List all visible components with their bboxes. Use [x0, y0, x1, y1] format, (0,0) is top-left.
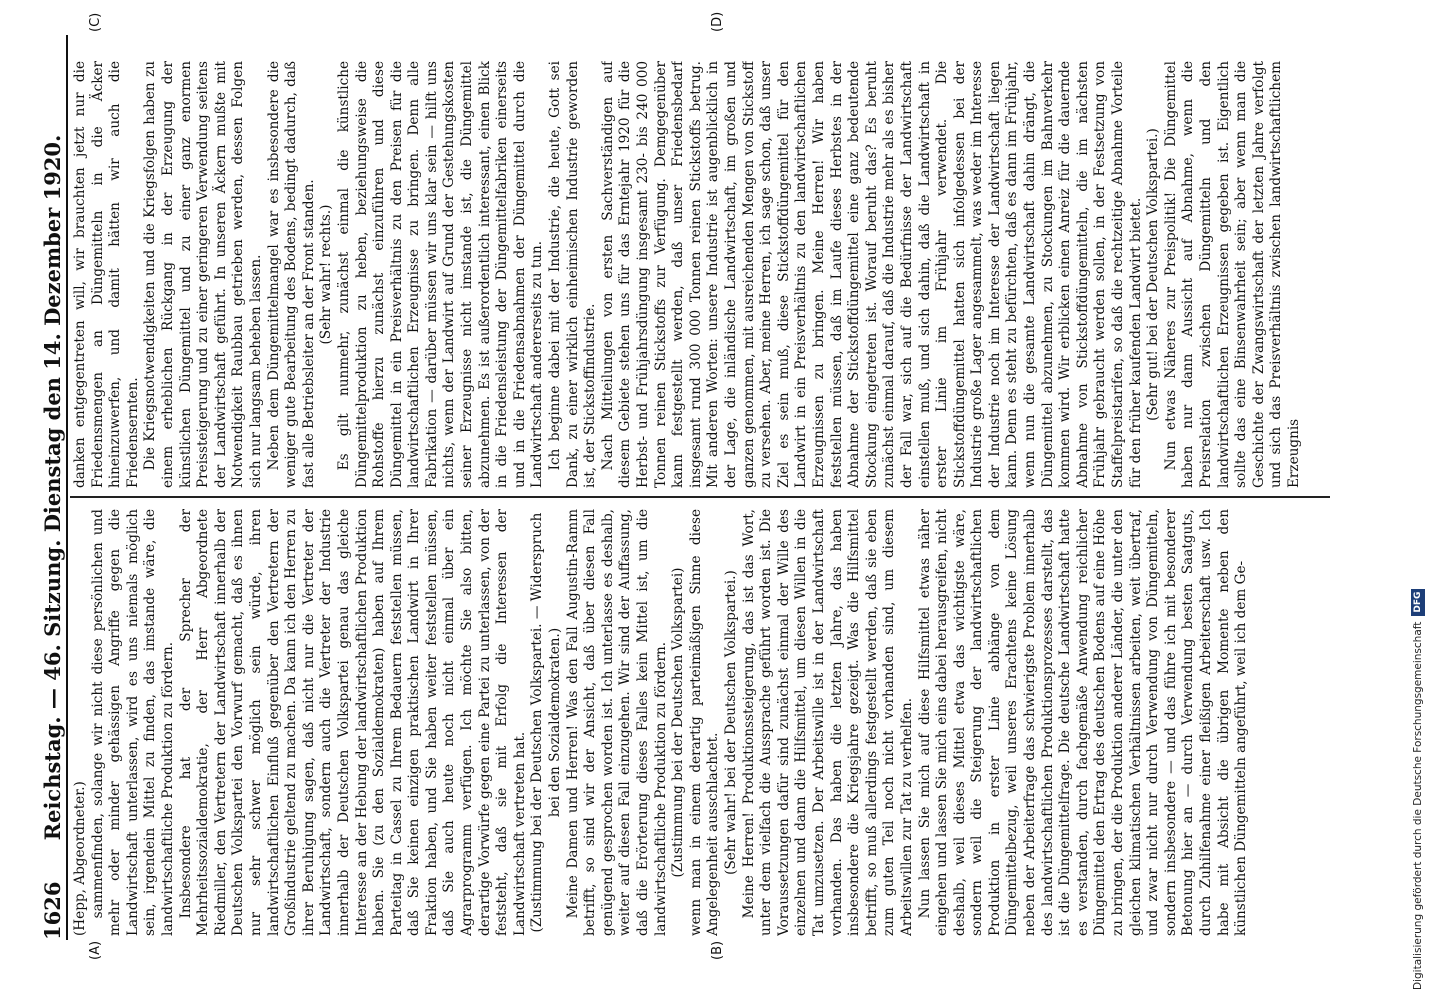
paragraph: Es gilt nunmehr, zunächst einmal die künstliche Düngemittelproduktion zu heben, beziehungsweise die Rohstoffe hierzu zunächst einzuführen und diese Düngemittel in ein Preisverhältnis zu den Preisen für die landwirtschaftlichen Erzeugnisse zu bringen. Denn alle Fabrikation — darüber müssen wir uns klar sein — hilft uns nichts, wenn der Landwirt auf Grund der Gestehungskosten seiner Erzeugnisse nicht imstande ist, die Düngemittel abzunehmen. Es ist außerordentlich interessant, einen Blick in die Friedensleistung der Düngemittelfabriken einerseits und in die Friedensabnahmen der Düngemittel durch die Landwirtschaft andererseits zu tun. — [335, 61, 546, 488]
paragraph: sammenfinden, solange wir nicht diese persönlichen und mehr oder minder gehässigen Angriffe gegen die Landwirtschaft unterlassen, wird es uns niemals möglich sein, irgendein Mittel zu finden, das imstande wäre, die landwirtschaftliche Produktion zu fördern. — [89, 509, 176, 936]
paragraph: Meine Damen und Herren! Was den Fall Augustin-Ramm betrifft, so sind wir der Ansicht, daß über diesen Fall genügend gesprochen worden ist. Ich unterlasse es deshalb, weiter auf diesen Fall einzugehen. Wir sind der Auffassung, daß die Erörterung dieses Falles kein Mittel ist, um die landwirtschaftliche Produktion zu fördern. — [564, 509, 669, 936]
paragraph: Meine Herren! Produktionssteigerung, das ist das Wort, unter dem vielfach die Aussprache geführt worden ist. Die Voraussetzungen dafür sind zunächst einmal der Wille des einzelnen und dann die Hilfsmittel, um diesen Willen in die Tat umzusetzen. Der Arbeitswille ist in der Landwirtschaft vorhanden. Das haben die letzten Jahre, das haben insbesondere die Kriegsjahre gezeigt. Was die Hilfsmittel betrifft, so muß allerdings festgestellt werden, daß sie eben zum guten Teil noch nicht vorhanden sind, um diesem Arbeitswillen zur Tat zu verhelfen. — [740, 509, 915, 936]
interjection: (Sehr wahr! rechts.) — [318, 204, 335, 345]
paragraph: danken entgegentreten will, wir brauchten jetzt nur die Friedensmengen an Düngemitteln in die Äcker hineinzuwerfen, und damit hätten wir auch die Friedensernten. — [72, 61, 141, 488]
left-column — [72, 509, 1334, 936]
paragraph: wenn man in einem derartig parteimäßigen Sinne diese Angelegenheit ausschlachtet. — [687, 509, 722, 936]
speaker-label: (Hepp, Abgeordneter.) — [72, 781, 88, 936]
dfg-logo: DFG — [1411, 589, 1425, 616]
column-divider — [70, 496, 1330, 498]
credit-text: Digitalisierung gefördert durch die Deutsche Forschungsgemeinschaft — [1412, 621, 1424, 990]
interjection: (Zustimmung bei der Deutschen Volkspartei. — Widerspruch bei den Sozialdemokraten.) — [529, 512, 564, 933]
paragraph: Neben dem Düngemittelmangel war es insbesondere die weniger gute Bearbeitung des Bodens, bedingt dadurch, daß fast alle Betriebsleiter an der Front standen. — [265, 61, 317, 488]
paragraph: Ich beginne dabei mit der Industrie, die heute, Gott sei Dank, zu einer wirklich einheimischen Industrie geworden ist, der Stickstoffindustrie. — [547, 61, 599, 488]
interjection: (Sehr wahr! bei der Deutschen Volkspartei.) — [722, 570, 739, 875]
margin-mark-b: (B) — [710, 940, 725, 960]
margin-mark-a: (A) — [88, 940, 103, 960]
right-column — [72, 61, 1334, 488]
interjection: (Sehr gut! bei der Deutschen Volkspartei.) — [1145, 128, 1162, 421]
interjection: (Zustimmung bei der Deutschen Volkspartei) — [670, 567, 687, 878]
paragraph: Insbesondere hat der Sprecher der Mehrheitssozialdemokratie, der Herr Abgeordnete Riedmiller, den Vertretern der Landwirtschaft innerhalb der Deutschen Volkspartei den Vorwurf gemacht, daß es ihnen nur sehr schwer möglich sein würde, ihren landwirtschaftlichen Einfluß gegenüber den Vertretern der Großindustrie geltend zu machen. Da kann ich den Herren zu ihrer Beruhigung sagen, daß nicht nur die Vertreter der Landwirtschaft, sondern auch die Vertreter der Industrie innerhalb der Deutschen Volkspartei genau das gleiche Interesse an der Hebung der landwirtschaftlichen Produktion haben. Sie (zu den Sozialdemokraten) haben auf Ihrem Parteitag in Cassel zu Ihrem Bedauern feststellen müssen, daß Sie keinen einzigen praktischen Landwirt in Ihrer Fraktion haben, und Sie haben weiter feststellen müssen, daß Sie auch heute noch nicht einmal über ein Agrarprogramm verfügen. Ich möchte Sie also bitten, derartige Vorwürfe gegen eine Partei zu unterlassen, von der feststeht, daß sie mit Erfolg die Interessen der Landwirtschaft vertreten hat. — [177, 509, 528, 936]
paragraph: Nun lassen Sie mich auf diese Hilfsmittel etwas näher eingehen und lassen Sie mich eins dabei herausgreifen, nicht deshalb, weil dieses Mittel etwa das wichtigste wäre, sondern weil die Steigerung der landwirtschaftlichen Produktion in erster Linie abhänge von dem Düngemittelbezug, weil unseres Erachtens keine Lösung neben der Arbeiterfrage das schwierigste Problem innerhalb des landwirtschaftlichen Produktionsprozesses darstellt, das ist die Düngemittelfrage. Die deutsche Landwirtschaft hatte es verstanden, durch fachgemäße Anwendung reichlicher Düngemittel den Ertrag des deutschen Bodens auf eine Höhe zu bringen, der die Produktion anderer Länder, die unter den gleichen klimatischen Verhältnissen arbeiten, weit übertraf, und zwar nicht nur durch Verwendung von Düngemitteln, sondern insbesondere — und das führe ich mit besonderer Betonung hier an — durch Verwendung besten Saatguts, durch Zuhilfenahme einer fleißigen Arbeiterschaft usw. Ich habe mit Absicht die übrigen Momente neben den künstlichen Düngemitteln angeführt, weil ich dem Ge- — [916, 509, 1250, 936]
paragraph: Nun etwas Näheres zur Preispolitik! Die Düngemittel haben nur dann Aussicht auf Abnahme, wenn die Preisrelation zwischen Düngemitteln und den landwirtschaftlichen Erzeugnissen gegeben ist. Eigentlich sollte das eine Binsenwahrheit sein; aber wenn man die Geschichte der Zwangswirtschaft der letzten Jahre verfolgt und sich das Preisverhältnis zwischen landwirtschaftlichem Erzeugnis — [1162, 61, 1302, 488]
paragraph: Nach Mitteilungen von ersten Sachverständigen auf diesem Gebiete stehen uns für das Erntejahr 1920 für die Herbst- und Frühjahrsdüngung insgesamt 230- bis 240 000 Tonnen reinen Stickstoffs zur Verfügung. Demgegenüber kann festgestellt werden, daß unser Friedensbedarf insgesamt rund 300 000 Tonnen reinen Stickstoffs betrug. Mit anderen Worten: unsere Industrie ist augenblicklich in der Lage, die inländische Landwirtschaft, im großen und ganzen genommen, mit ausreichenden Mengen von Stickstoff zu versehen. Aber, meine Herren, ich sage schon, daß unser Ziel es sein muß, diese Stickstoffdüngemittel für den Landwirt in ein Preisverhältnis zu den landwirtschaftlichen Erzeugnissen zu bringen. Meine Herren! Wir haben feststellen müssen, daß im Laufe dieses Herbstes in der Abnahme der Stickstoffdüngemittel eine ganz bedeutende Stockung eingetreten ist. Worauf beruht das? Es beruht zunächst einmal darauf, daß die Industrie mehr als es bisher der Fall war, sich auf die Bedürfnisse der Landwirtschaft einstellen muß, und sich dahin, daß die Landwirtschaft in erster Linie im Frühjahr verwendet. Die Stickstoffdüngemittel hatten sich infolgedessen bei der Industrie große Lager angesammelt, was weder im Interesse der Industrie noch im Interesse der Landwirtschaft liegen kann. Denn es steht zu befürchten, daß es dann im Frühjahr, wenn nun die gesamte Landwirtschaft dahin drängt, die Düngemittel abzunehmen, zu Stockungen im Bahnverkehr kommen wird. Wir erblicken einen Anreiz für die dauernde Abnahme von Stickstoffdüngemitteln, die im nächsten Frühjahr gebraucht werden sollen, in der Festsetzung von Staffelpreistarifen, so daß die rechtzeitige Abnahme Vorteile für den früher kaufenden Landwirt bietet. — [599, 61, 1144, 488]
page-title: Reichstag. — 46. Sitzung. Dienstag den 14. Dezember 1920. — [40, 134, 65, 841]
margin-mark-d: (D) — [710, 11, 725, 32]
header-rule — [66, 35, 68, 940]
credit-text-wrap — [1405, 10, 1431, 990]
margin-mark-c: (C) — [88, 12, 103, 32]
page-number: 1626 — [40, 881, 65, 940]
digitization-credit — [1405, 10, 1431, 990]
paragraph: Die Kriegsnotwendigkeiten und die Kriegsfolgen haben zu einem erheblichen Rückgang in der Erzeugung der künstlichen Düngemittel und zu einer ganz enormen Preissteigerung und zu einer geringeren Verwendung seitens der Landwirtschaft geführt. In unseren Äckern mußte mit Notwendigkeit Raubbau getrieben werden, dessen Folgen sich nur langsam beheben lassen. — [142, 61, 264, 488]
